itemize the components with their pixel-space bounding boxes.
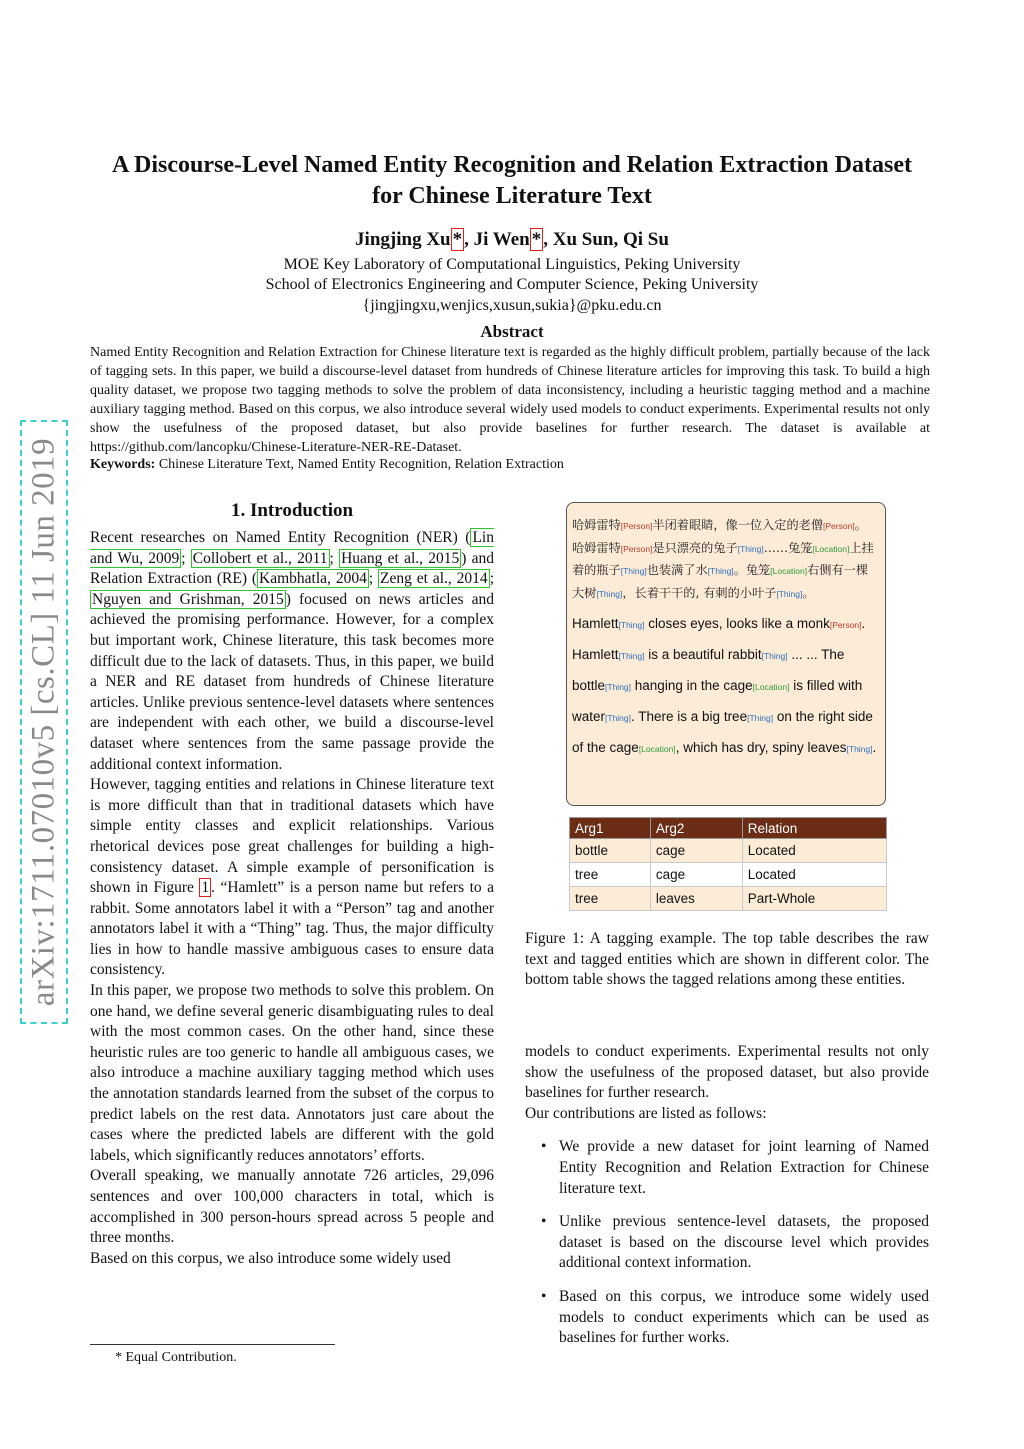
entity-tag-thing: [Thing] bbox=[737, 543, 764, 554]
arxiv-identifier: arXiv:1711.07010v5 [cs.CL] 11 Jun 2019 bbox=[25, 437, 62, 1007]
footnote-link[interactable]: * bbox=[531, 229, 542, 250]
entity-tag-person: [Person] bbox=[620, 543, 653, 554]
figure-english-text bbox=[572, 609, 879, 764]
entity-tag-thing: [Thing] bbox=[761, 651, 788, 661]
paragraph: Overall speaking, we manually annotate 726 articles, 29,096 sentences and over 100,000 characters in total, which is accomplished in 300 person-hours spread across 5 people and three months. bbox=[90, 1167, 494, 1247]
tagged-text: 。哈姆雷特 bbox=[572, 518, 867, 555]
figure-caption: Figure 1: A tagging example. The top table describes the raw text and tagged entities which are shown in different color. The bottom table shows the tagged relations among these entities. bbox=[525, 930, 929, 989]
tagged-text: 。兔笼 bbox=[733, 563, 771, 577]
tagged-text: , which has dry, spiny leaves bbox=[675, 740, 847, 755]
footnote: * Equal Contribution. bbox=[115, 1350, 237, 1365]
section-heading: 1. Introduction bbox=[230, 500, 354, 521]
tagged-text: is filled with water bbox=[572, 678, 863, 724]
bullet-icon: • bbox=[541, 1287, 547, 1305]
entity-tag-thing: [Thing] bbox=[605, 682, 632, 692]
author-list bbox=[60, 229, 964, 251]
tagged-text: is a beautiful rabbit bbox=[644, 647, 762, 662]
entity-tag-location: [Location] bbox=[770, 566, 808, 576]
tagged-text: Hamlett bbox=[572, 616, 619, 631]
footnote-link[interactable]: * bbox=[452, 229, 463, 250]
title-line-2: for Chinese Literature Text bbox=[372, 183, 652, 209]
figure-chinese-text bbox=[572, 515, 879, 605]
author-emails: {jingjingxu,wenjics,xusun,sukia}@pku.edu.cn bbox=[362, 297, 662, 314]
affiliation: MOE Key Laboratory of Computational Linguistics, Peking University bbox=[283, 256, 741, 273]
tagged-text: 。 bbox=[802, 585, 815, 600]
table-cell: tree bbox=[570, 887, 651, 911]
abstract-text: Named Entity Recognition and Relation Extraction for Chinese literature text is regarded as the highly difficult problem, partially because of the lack of tagging sets. In this paper, we build a discourse-level dataset from hundreds of Chinese literature articles for improving this task. To build a high quality dataset, we propose two tagging methods to solve the problem of data inconsistency, including a heuristic tagging method and a machine auxiliary tagging method. Based on this corpus, we also introduce several widely used models to conduct experiments. Experimental results not only show the usefulness of the proposed dataset, but also provide baselines for further research. The dataset is available at https://github.com/lancopku/Chinese-Literature-NER-RE-Dataset. bbox=[90, 345, 930, 455]
tagged-text: 半闭着眼睛，像一位入定的老僧 bbox=[652, 518, 824, 532]
tagged-text: . bbox=[872, 740, 877, 755]
tagged-text: ……兔笼 bbox=[763, 540, 813, 555]
list-item: • Unlike previous sentence-level datasets, the proposed dataset is based on the discourse level which provides additional context information. bbox=[541, 1213, 929, 1272]
author-name: , Xu Sun, Qi Su bbox=[543, 229, 669, 250]
tagged-text: ... ... The bottle bbox=[572, 647, 845, 693]
arxiv-stamp[interactable] bbox=[20, 420, 68, 1024]
table-cell: Part-Whole bbox=[742, 887, 886, 911]
citation-link[interactable]: Kambhatla, 2004 bbox=[259, 570, 367, 588]
entity-tag-person: [Person] bbox=[823, 521, 855, 531]
author-name: Jingjing Xu bbox=[355, 229, 451, 250]
relation-table bbox=[569, 817, 887, 911]
contribution-list bbox=[525, 1137, 929, 1348]
entity-tag-thing: [Thing] bbox=[707, 566, 734, 576]
entity-tag-thing: [Thing] bbox=[776, 588, 803, 599]
tagged-text: 是只漂亮的兔子 bbox=[652, 540, 738, 555]
citation-link[interactable]: Nguyen and Grishman, 2015 bbox=[92, 590, 284, 608]
tagged-text: 哈姆雷特 bbox=[572, 518, 621, 532]
tagged-text: 右侧有一棵大树 bbox=[572, 563, 869, 600]
tagged-text: 也装满了水 bbox=[646, 563, 708, 577]
paragraph: Recent researches on Named Entity Recognition (NER) ( Lin and Wu, 2009 ; Collobert et al., 2011 ; Huang et al., 2015 ) and Relation Extraction (RE) ( Kambhatla, 2004 ; Zeng et al., 2014 ; Nguyen and Grishman, 2015 ) focused on news articles and achieved the promising performance. However, for a complex but important work, Chinese literature, this task becomes more difficult due to the lack of datasets. Thus, in this paper, we build a NER and RE dataset from hundreds of Chinese literature articles. Unlike previous sentence-level datasets where sentences are independent with each other, we build a discourse-level dataset where sentences from the same passage provide the additional context information. bbox=[90, 529, 495, 773]
paragraph: Our contributions are listed as follows: bbox=[525, 1104, 767, 1122]
bullet-icon: • bbox=[541, 1138, 547, 1156]
entity-tag-person: [Person] bbox=[829, 620, 862, 630]
right-column bbox=[525, 1042, 929, 1362]
table-row bbox=[570, 887, 887, 911]
entity-tag-thing: [Thing] bbox=[747, 713, 774, 723]
table-row bbox=[570, 863, 887, 887]
tagged-text: . Hamlett bbox=[572, 616, 866, 662]
entity-tag-thing: [Thing] bbox=[846, 744, 873, 754]
left-column bbox=[90, 528, 494, 1269]
entity-tag-location: [Location] bbox=[752, 682, 790, 692]
entity-tag-person: [Person] bbox=[620, 521, 653, 531]
entity-tag-thing: [Thing] bbox=[620, 566, 647, 576]
list-item: • Based on this corpus, we introduce some widely used models to conduct experiments which can be used as baselines for further works. bbox=[541, 1287, 929, 1347]
tagged-text: hanging in the cage bbox=[631, 678, 753, 693]
entity-tag-thing: [Thing] bbox=[618, 651, 645, 661]
tagged-text: on the right side of the cage bbox=[572, 709, 873, 755]
entity-tag-location: [Location] bbox=[638, 744, 676, 754]
table-cell: cage bbox=[650, 863, 742, 887]
table-header: Arg1 bbox=[570, 818, 651, 839]
affiliation: School of Electronics Engineering and Computer Science, Peking University bbox=[265, 276, 759, 293]
list-item: • We provide a new dataset for joint learning of Named Entity Recognition and Relation Extraction for Chinese literature text. bbox=[541, 1138, 929, 1197]
tagged-text: 上挂着的瓶子 bbox=[572, 540, 874, 577]
table-cell: cage bbox=[650, 839, 742, 863]
table-cell: Located bbox=[742, 863, 886, 887]
table-cell: bottle bbox=[570, 839, 651, 863]
keywords-label: Keywords: bbox=[90, 457, 156, 472]
bullet-icon: • bbox=[541, 1213, 547, 1231]
title-line-1: A Discourse-Level Named Entity Recognition and Relation Extraction Dataset bbox=[112, 152, 912, 178]
paragraph: Based on this corpus, we also introduce some widely used bbox=[90, 1249, 451, 1267]
figure-ref-link[interactable]: 1 bbox=[201, 879, 210, 897]
tagged-text: . There is a big tree bbox=[631, 709, 748, 724]
table-cell: tree bbox=[570, 863, 651, 887]
abstract-heading: Abstract bbox=[480, 322, 544, 341]
citation-link[interactable]: Zeng et al., 2014 bbox=[380, 570, 488, 588]
footnote-rule bbox=[90, 1344, 335, 1345]
tagged-text: ，长着干干的, 有刺的小叶子 bbox=[622, 585, 777, 600]
citation-link[interactable]: Huang et al., 2015 bbox=[341, 549, 460, 567]
figure-text-box bbox=[566, 502, 886, 806]
entity-tag-thing: [Thing] bbox=[605, 713, 632, 723]
entity-tag-location: [Location] bbox=[812, 543, 850, 554]
table-cell: Located bbox=[742, 839, 886, 863]
citation-link[interactable]: Collobert et al., 2011 bbox=[192, 549, 328, 567]
paragraph: However, tagging entities and relations in Chinese literature text is more difficult than that in traditional datasets which have simple entity classes and explicit relationships. Various rhetorical devices pose great challenges for building a high-consistency dataset. A simple example of personification is shown in Figure 1 . “Hamlett” is a person name but refers to a rabbit. Some annotators label it with a “Person” tag and another annotators label it with a “Thing” tag. Thus, the major difficulty lies in how to handle massive ambiguous cases to ensure data consistency. bbox=[90, 776, 494, 979]
table-header: Arg2 bbox=[650, 818, 742, 839]
table-header: Relation bbox=[742, 818, 886, 839]
keywords-list: Chinese Literature Text, Named Entity Recognition, Relation Extraction bbox=[158, 457, 564, 472]
table-cell: leaves bbox=[650, 887, 742, 911]
paragraph: models to conduct experiments. Experimental results not only show the usefulness of the proposed dataset, but also provide baselines for further research. bbox=[525, 1043, 929, 1102]
paragraph: In this paper, we propose two methods to solve this problem. On one hand, we define several generic disambiguating rules to deal with the most common cases. On the other hand, since these heuristic rules are too generic to handle all ambiguous cases, we also introduce a machine auxiliary tagging method which uses the annotation standards learned from the subset of the corpus to predict labels on the rest data. Annotators just care about the cases where the predicted labels are different with the gold labels, which significantly reduces annotators’ efforts. bbox=[90, 982, 494, 1164]
keywords bbox=[90, 457, 930, 473]
entity-tag-thing: [Thing] bbox=[618, 620, 645, 630]
entity-tag-thing: [Thing] bbox=[596, 588, 623, 599]
paper-title bbox=[60, 150, 964, 212]
author-name: , Ji Wen bbox=[464, 229, 530, 250]
table-row bbox=[570, 839, 887, 863]
citation-link[interactable]: Lin and Wu, 2009 bbox=[90, 529, 494, 567]
tagged-text: closes eyes, looks like a monk bbox=[644, 616, 830, 631]
